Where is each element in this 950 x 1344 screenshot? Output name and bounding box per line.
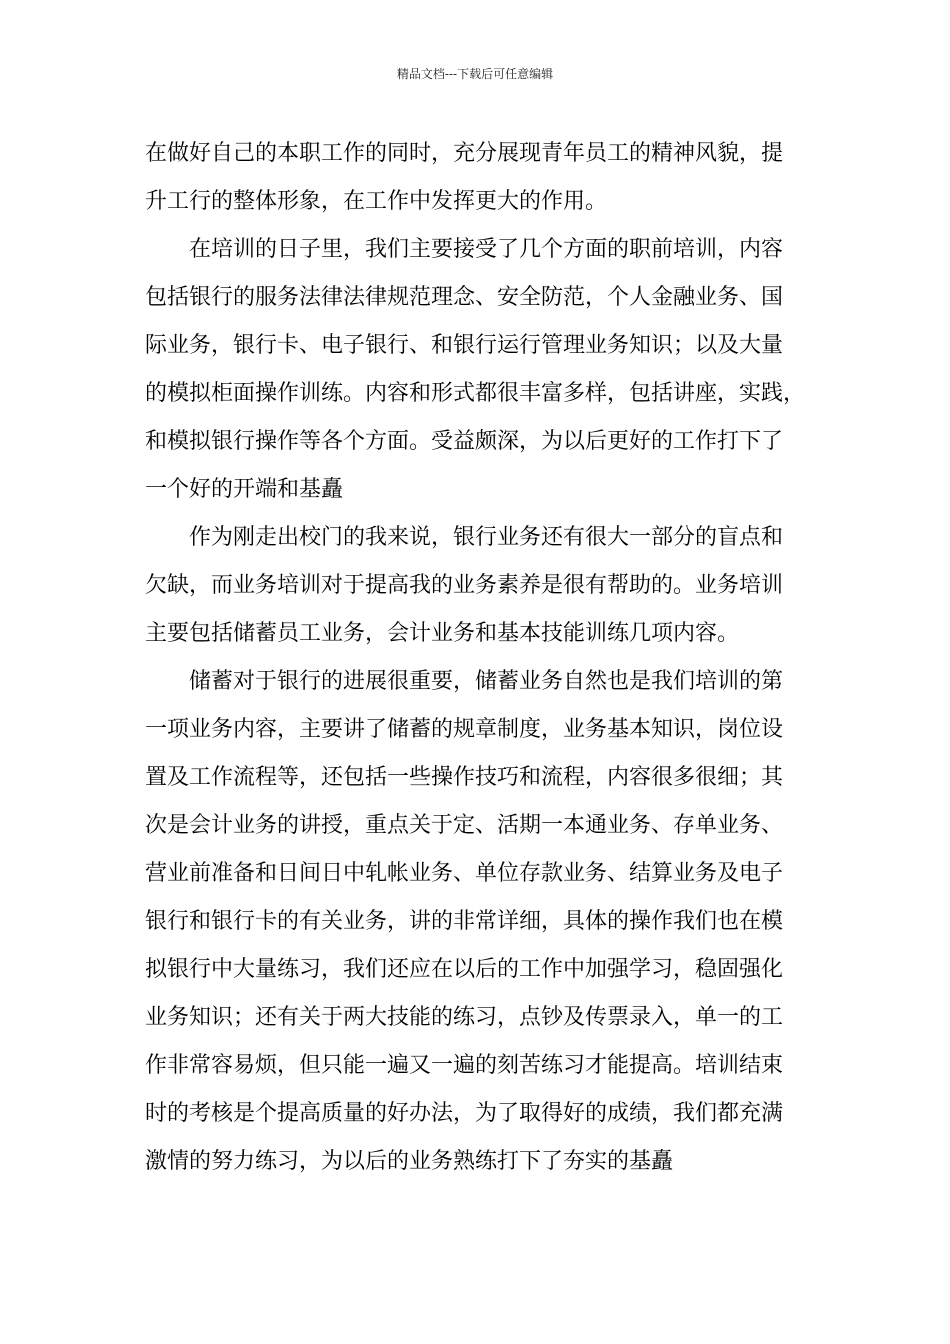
paragraph	[145, 658, 807, 1186]
text-line: 营业前准备和日间日中轧帐业务、单位存款业务、结算业务及电子	[145, 861, 784, 886]
text-line: 时的考核是个提高质量的好办法，为了取得好的成绩，我们都充满	[145, 1101, 784, 1126]
text-line: 作为刚走出校门的我来说，银行业务还有很大一部分的盲点和	[189, 525, 784, 550]
text-line: 业务知识；还有关于两大技能的练习，点钞及传票录入，单一的工	[145, 1005, 784, 1030]
text-line: 一个好的开端和基矗	[145, 477, 344, 502]
document-body	[145, 130, 807, 1186]
text-line: 主要包括储蓄员工业务，会计业务和基本技能训练几项内容。	[145, 621, 740, 646]
text-line: 次是会计业务的讲授，重点关于定、活期一本通业务、存单业务、	[145, 813, 784, 838]
text-line: 和模拟银行操作等各个方面。受益颇深，为以后更好的工作打下了	[145, 429, 784, 454]
text-line: 升工行的整体形象，在工作中发挥更大的作用。	[145, 189, 608, 214]
paragraph	[145, 226, 807, 514]
text-line: 一项业务内容，主要讲了储蓄的规章制度，业务基本知识，岗位设	[145, 717, 784, 742]
text-line: 的模拟柜面操作训练。内容和形式都很丰富多样，包括讲座，实践，	[145, 381, 806, 406]
text-line: 储蓄对于银行的进展很重要，储蓄业务自然也是我们培训的第	[189, 669, 784, 694]
paragraph	[145, 514, 807, 658]
text-line: 包括银行的服务法律法律规范理念、安全防范，个人金融业务、国	[145, 285, 784, 310]
text-line: 在做好自己的本职工作的同时，充分展现青年员工的精神风貌，提	[145, 141, 784, 166]
text-line: 际业务，银行卡、电子银行、和银行运行管理业务知识；以及大量	[145, 333, 784, 358]
page-header: 精品文档---下载后可任意编辑	[396, 67, 554, 81]
text-line: 激情的努力练习，为以后的业务熟练打下了夯实的基矗	[145, 1149, 674, 1174]
paragraph	[145, 130, 807, 226]
text-line: 拟银行中大量练习，我们还应在以后的工作中加强学习，稳固强化	[145, 957, 784, 982]
text-line: 置及工作流程等，还包括一些操作技巧和流程，内容很多很细；其	[145, 765, 784, 790]
text-line: 作非常容易烦，但只能一遍又一遍的刻苦练习才能提高。培训结束	[145, 1053, 784, 1078]
text-line: 在培训的日子里，我们主要接受了几个方面的职前培训，内容	[189, 237, 784, 262]
text-line: 银行和银行卡的有关业务，讲的非常详细，具体的操作我们也在模	[145, 909, 784, 934]
text-line: 欠缺，而业务培训对于提高我的业务素养是很有帮助的。业务培训	[145, 573, 784, 598]
